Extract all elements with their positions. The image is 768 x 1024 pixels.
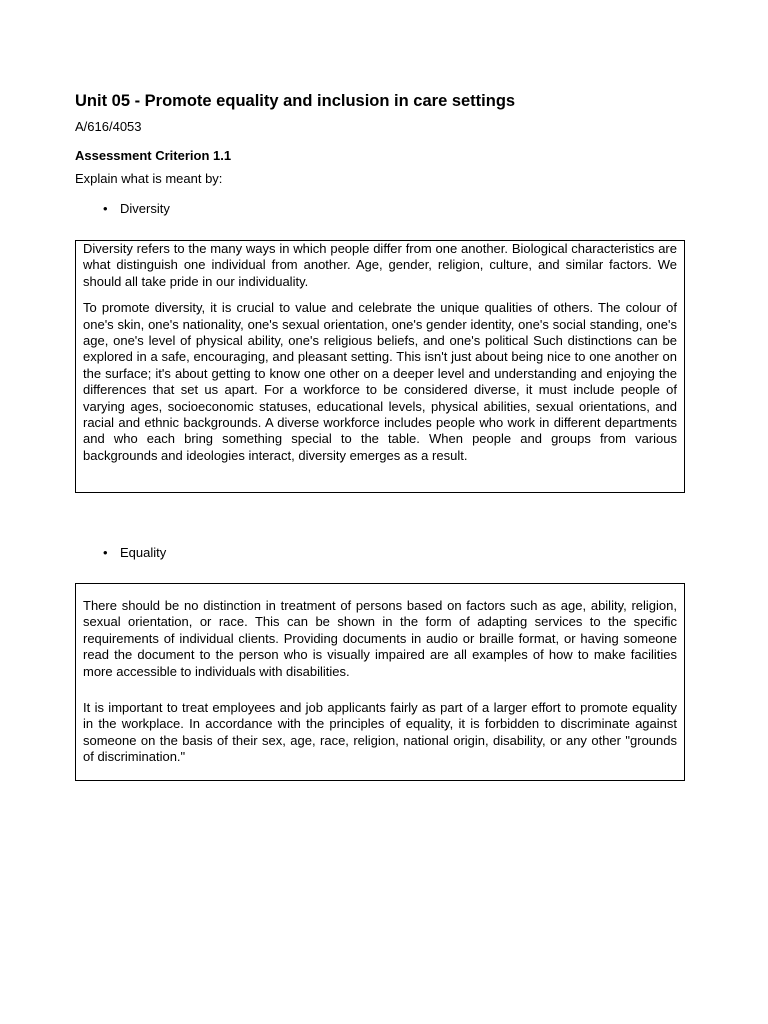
- diversity-answer-box: [75, 240, 685, 493]
- bullet-dot-icon: •: [103, 201, 108, 216]
- equality-paragraph-1: There should be no distinction in treatment of persons based on factors such as age, ability, religion, sexual orientation, or race. This can be shown in the form of adapting services to the specific requirements of individual clients. Providing documents in audio or braille format, or having someone read the document to the person who is visually impaired are all examples of how to make facilities more accessible to individuals with disabilities.: [83, 598, 677, 679]
- bullet-dot-icon: •: [103, 545, 108, 560]
- equality-paragraph-2: It is important to treat employees and job applicants fairly as part of a larger effort to promote equality in the workplace. In accordance with the principles of equality, it is forbidden to discriminate against someone on the basis of their sex, age, race, religion, national origin, disability, or any other "grounds of discrimination.": [83, 700, 677, 765]
- document-title: Unit 05 - Promote equality and inclusion in care settings: [75, 92, 516, 110]
- bullet-equality: [103, 545, 166, 560]
- criterion-heading: Assessment Criterion 1.1: [75, 148, 232, 163]
- diversity-paragraph-1: Diversity refers to the many ways in which people differ from one another. Biological characteristics are what distinguish one individual from another. Age, gender, religion, culture, and similar factors. We should all take pride in our individuality.: [83, 241, 677, 289]
- unit-code: A/616/4053: [75, 119, 142, 134]
- intro-text: Explain what is meant by:: [75, 171, 223, 186]
- equality-answer-box: [75, 583, 685, 781]
- bullet-label-diversity: Diversity: [120, 201, 170, 216]
- bullet-label-equality: Equality: [120, 545, 167, 560]
- bullet-diversity: [103, 201, 170, 216]
- diversity-paragraph-2: To promote diversity, it is crucial to value and celebrate the unique qualities of others. The colour of one's skin, one's nationality, one's sexual orientation, one's gender identity, one's social standing, one's age, one's level of physical ability, one's religious beliefs, and one's political Such distinctions can be explored in a safe, encouraging, and pleasant setting. This isn't just about being nice to one another on the surface; it's about getting to know one other on a deeper level and understanding and enjoying the differences that set us apart. For a workforce to be considered diverse, it must include people of varying ages, socioeconomic statuses, educational levels, physical abilities, sexual orientations, and racial and ethnic backgrounds. A diverse workforce includes people who work in different departments and who each bring something special to the table. When people and groups from various backgrounds and ideologies interact, diversity emerges as a result.: [83, 300, 677, 463]
